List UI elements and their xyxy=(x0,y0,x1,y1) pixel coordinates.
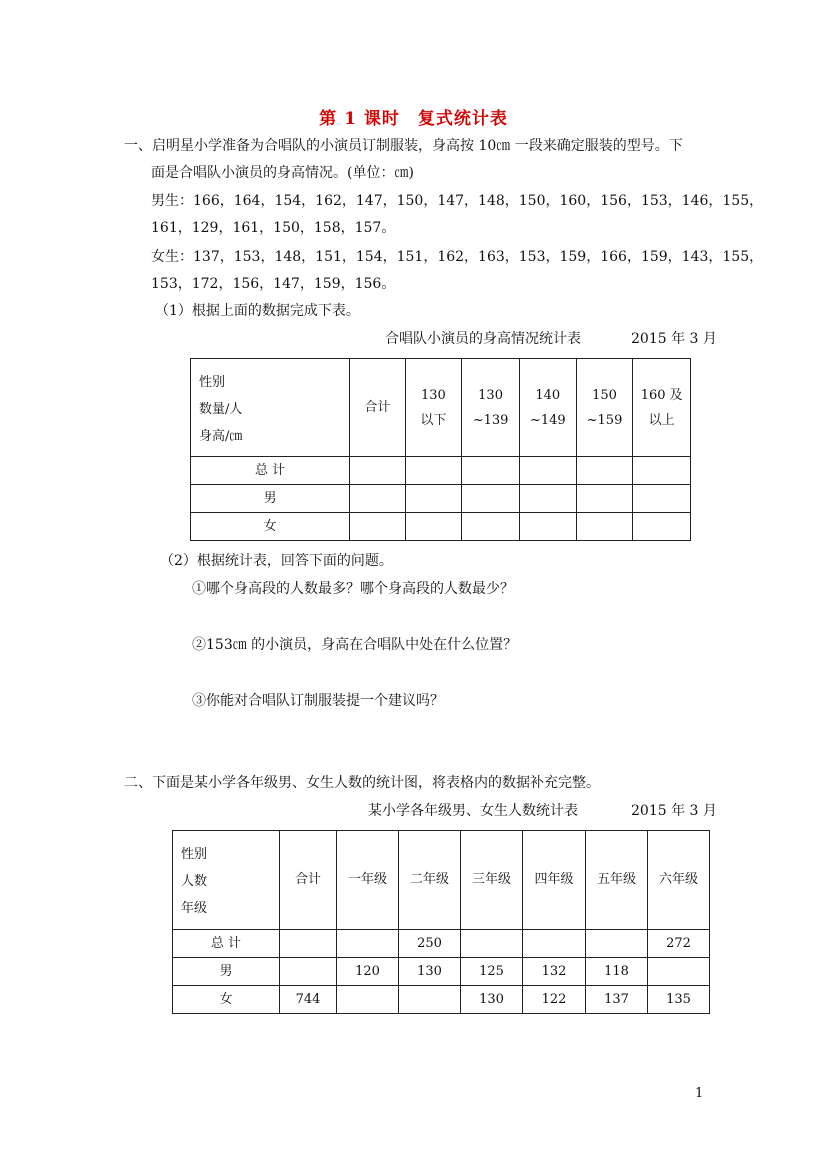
table2-caption: 某小学各年级男、女生人数统计表 xyxy=(368,803,578,819)
table-cell[interactable] xyxy=(576,513,633,541)
col-total: 合计 xyxy=(350,359,405,457)
q1-sub3: ③你能对合唱队订制服装提一个建议吗？ xyxy=(192,693,444,709)
table2-date: 2015 年 3 月 xyxy=(631,803,717,819)
table-cell[interactable] xyxy=(633,485,691,513)
corner-gender: 性别 xyxy=(199,375,226,390)
table-cell[interactable] xyxy=(576,485,633,513)
girls-heights-line1: 女生：137，153，148，151，154，151，162，163，153，159，166，159，143，155， xyxy=(151,249,764,265)
table-cell[interactable] xyxy=(586,930,648,958)
table-cell[interactable] xyxy=(633,513,691,541)
corner-count: 人数 xyxy=(181,874,208,889)
corner-count: 数量/人 xyxy=(199,402,243,417)
table-cell[interactable]: 744 xyxy=(280,986,337,1014)
table-cell[interactable]: 130 xyxy=(399,958,461,986)
col-grade5: 五年级 xyxy=(586,831,648,930)
girls-heights-line2: 153，172，156，147，159，156。 xyxy=(151,276,396,292)
table-cell[interactable] xyxy=(523,930,586,958)
q1-part1: （1）根据上面的数据完成下表。 xyxy=(155,303,360,319)
corner-height: 身高/㎝ xyxy=(199,429,243,444)
table-cell[interactable] xyxy=(337,986,399,1014)
corner-gender: 性别 xyxy=(181,847,208,862)
row-total-label: 总 计 xyxy=(173,930,280,958)
table-cell[interactable]: 130 xyxy=(461,986,523,1014)
table-cell[interactable] xyxy=(399,986,461,1014)
q1-intro-line2: 面是合唱队小演员的身高情况。(单位：㎝) xyxy=(151,165,414,181)
col-140-149: 140 ~149 xyxy=(519,359,576,457)
table-cell[interactable] xyxy=(648,958,710,986)
table-cell[interactable]: 125 xyxy=(461,958,523,986)
q1-intro-line1: 一、启明星小学准备为合唱队的小演员订制服装，身高按 10㎝ 一段来确定服装的型号。下 xyxy=(124,138,683,154)
row-boys-label: 男 xyxy=(173,958,280,986)
table-cell[interactable]: 132 xyxy=(523,958,586,986)
table-cell[interactable]: 120 xyxy=(337,958,399,986)
page-number: 1 xyxy=(695,1086,704,1101)
page-title: 第 1 课时 复式统计表 xyxy=(319,109,508,129)
table-cell[interactable]: 250 xyxy=(399,930,461,958)
table-cell[interactable] xyxy=(462,513,520,541)
boys-heights-line2: 161，129，161，150，158，157。 xyxy=(151,220,396,236)
height-stats-table xyxy=(190,358,691,541)
table-cell[interactable]: 135 xyxy=(648,986,710,1014)
q1-part2: （2）根据统计表，回答下面的问题。 xyxy=(160,553,393,569)
table-cell[interactable] xyxy=(462,485,520,513)
table-cell[interactable]: 272 xyxy=(648,930,710,958)
table-cell[interactable] xyxy=(633,457,691,485)
table-cell[interactable] xyxy=(280,958,337,986)
col-grade2: 二年级 xyxy=(399,831,461,930)
row-girls-label: 女 xyxy=(173,986,280,1014)
table1-caption: 合唱队小演员的身高情况统计表 xyxy=(385,331,581,347)
table-cell[interactable] xyxy=(461,930,523,958)
q1-sub2: ②153㎝ 的小演员，身高在合唱队中处在什么位置？ xyxy=(192,637,518,653)
row-boys-label: 男 xyxy=(191,485,350,513)
col-grade3: 三年级 xyxy=(461,831,523,930)
q1-sub1: ①哪个身高段的人数最多？哪个身高段的人数最少？ xyxy=(192,581,514,597)
corner-grade: 年级 xyxy=(181,901,208,916)
table-cell[interactable] xyxy=(280,930,337,958)
table-cell[interactable]: 137 xyxy=(586,986,648,1014)
col-160-above: 160 及 以上 xyxy=(633,359,691,457)
col-grade6: 六年级 xyxy=(648,831,710,930)
table-cell[interactable] xyxy=(337,930,399,958)
table-cell[interactable] xyxy=(350,513,405,541)
col-130-139: 130 ~139 xyxy=(462,359,520,457)
table-cell[interactable] xyxy=(405,513,462,541)
table1-header-corner xyxy=(191,359,350,457)
table-cell[interactable] xyxy=(576,457,633,485)
row-total-label: 总 计 xyxy=(191,457,350,485)
col-below-130: 130 以下 xyxy=(405,359,462,457)
table-cell[interactable] xyxy=(519,457,576,485)
boys-heights-line1: 男生：166，164，154，162，147，150，147，148，150，160，156，153，146，155， xyxy=(151,193,764,209)
table-cell[interactable] xyxy=(350,457,405,485)
table-cell[interactable]: 122 xyxy=(523,986,586,1014)
table-cell[interactable] xyxy=(350,485,405,513)
table2-header-corner xyxy=(173,831,280,930)
table-cell[interactable] xyxy=(519,513,576,541)
col-grade4: 四年级 xyxy=(523,831,586,930)
table-cell[interactable]: 118 xyxy=(586,958,648,986)
table1-date: 2015 年 3 月 xyxy=(631,331,717,347)
table-cell[interactable] xyxy=(519,485,576,513)
col-150-159: 150 ~159 xyxy=(576,359,633,457)
table-cell[interactable] xyxy=(405,457,462,485)
col-grade1: 一年级 xyxy=(337,831,399,930)
col-total: 合计 xyxy=(280,831,337,930)
table-cell[interactable] xyxy=(405,485,462,513)
q2-intro: 二、下面是某小学各年级男、女生人数的统计图，将表格内的数据补充完整。 xyxy=(124,775,600,791)
grade-stats-table xyxy=(172,830,710,1014)
table-cell[interactable] xyxy=(462,457,520,485)
row-girls-label: 女 xyxy=(191,513,350,541)
